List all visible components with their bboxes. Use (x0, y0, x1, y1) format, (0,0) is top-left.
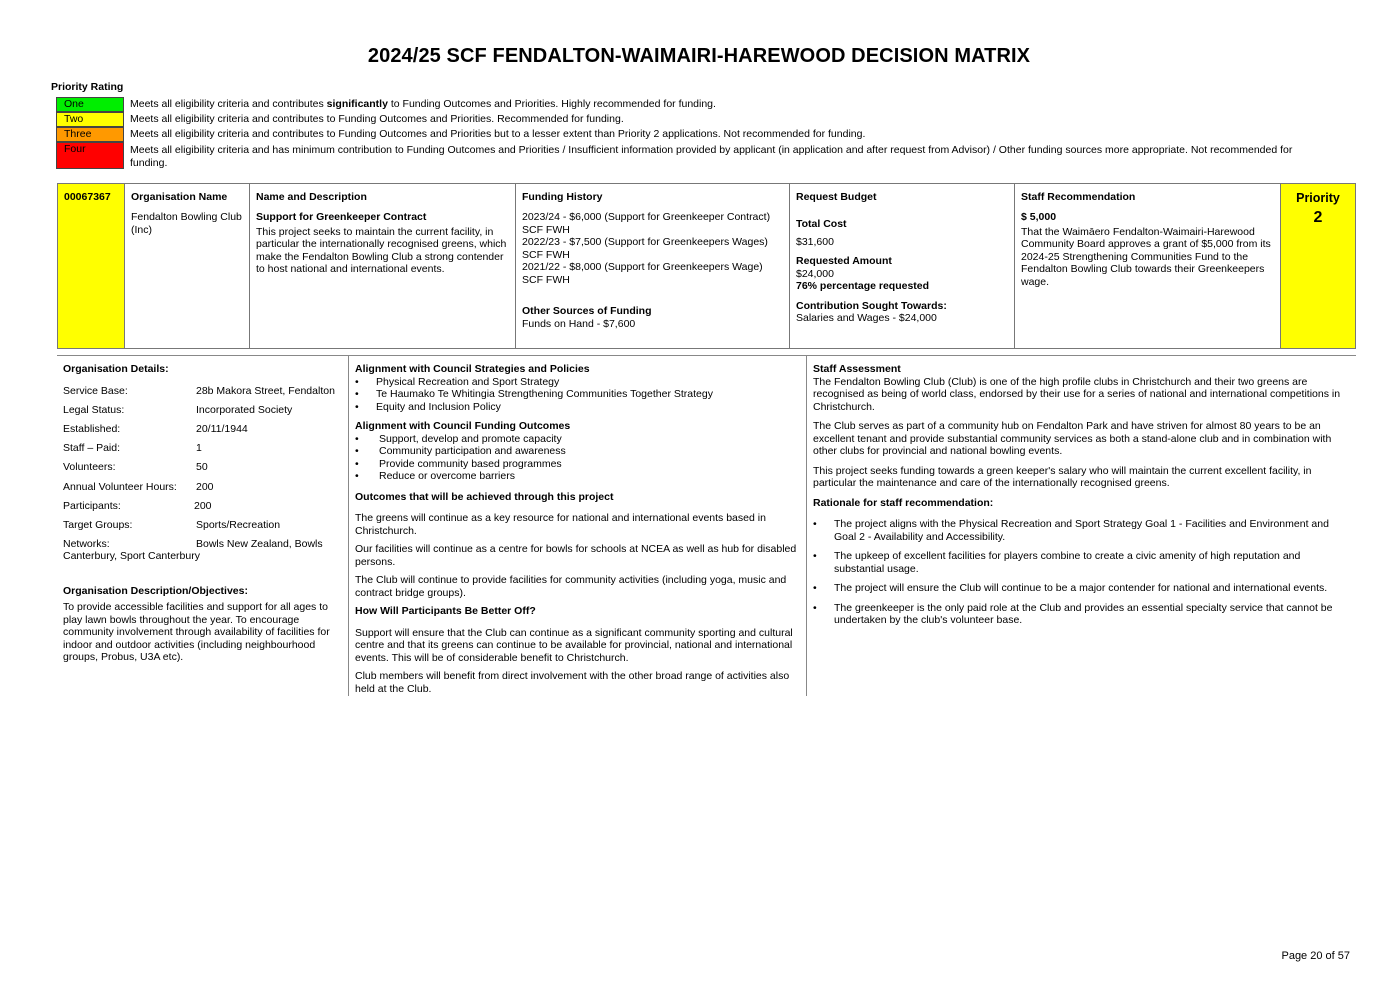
alignment-panel (355, 363, 803, 701)
column-divider (348, 356, 349, 696)
rationale-heading: Rationale for staff recommendation: (813, 496, 994, 509)
total-cost: $31,600 (796, 235, 834, 248)
application-table (57, 183, 1356, 349)
other-sources: Funds on Hand - $7,600 (522, 317, 636, 330)
page-number: Page 20 of 57 (1281, 950, 1350, 962)
organisation-name: Fendalton Bowling Club (Inc) (131, 211, 242, 236)
priority-legend-text: Meets all eligibility criteria and contributes to Funding Outcomes and Priorities. Recommended for funding. (130, 113, 624, 125)
priority-cell (1281, 184, 1355, 348)
project-name: Support for Greenkeeper Contract (256, 211, 427, 223)
organisation-name-cell (125, 184, 250, 348)
strategies-list (355, 376, 803, 414)
assessment-paragraph: The Club serves as part of a community hub on Fendalton Park and have striven for almost 80 years to be an excellent tenant and provide substantial community services as both a stand-alone club and in combination with other clubs for provincial and national bowling events. (813, 420, 1332, 457)
funding-history-cell (516, 184, 790, 348)
organisation-details-panel: Organisation Details: Service Base: 28b Makora Street, Fendalton Legal Status: Incorporated Society Established: 20/11/1944 Staff – Paid: 1 Volunteers: 50 Annual Volunteer Hours: 200 Participants: 200 Target Groups: Sports/Recreation Networks: Bowls New Zealand, Bowls Canterbury, Sport Canterbury Organisation Description/Objectives: To provide accessible facilities and support for all ages to play lawn bowls throughout the year. To encourage community involvement through availability of facilities for indoor and outdoor activities (including neighbourhood groups, Probus, U3A etc). (63, 363, 343, 683)
strategies-heading: Alignment with Council Strategies and Policies (355, 363, 590, 375)
assessment-paragraph: The Fendalton Bowling Club (Club) is one of the high profile clubs in Christchurch and their two greens are recognised as being of world class, endorsed by their use for a series of national and international competitions in Christchurch. (813, 375, 1341, 413)
sought-towards: Salaries and Wages - $24,000 (796, 312, 937, 324)
application-id-cell (58, 184, 125, 348)
request-budget-cell (790, 184, 1015, 348)
funding-history-item: 2023/24 - $6,000 (Support for Greenkeeper Contract) SCF FWH (522, 211, 771, 236)
organisation-name-header: Organisation Name (131, 191, 228, 203)
list-item: • The project aligns with the Physical Recreation and Sport Strategy Goal 1 - Facilities and Environment and Goal 2 - Availability and Accessibility. (813, 518, 1349, 543)
list-item: • The project will ensure the Club will continue to be a major contender for national and international events. (813, 582, 1349, 595)
requested-amount-label: Requested Amount (796, 255, 892, 267)
staff-assessment-panel (813, 363, 1349, 634)
priority-rating-heading: Priority Rating (51, 81, 124, 93)
networks-continued: Canterbury, Sport Canterbury (63, 550, 200, 562)
priority-legend-text: Meets all eligibility criteria and contributes to Funding Outcomes and Priorities but to a lesser extent than Priority 2 applications. Not recommended for funding. (130, 128, 866, 140)
list-item: • The greenkeeper is the only paid role at the Club and provides an essential specialty service that cannot be undertaken by the club's volunteer base. (813, 602, 1349, 627)
list-item: • Equity and Inclusion Policy (355, 401, 803, 414)
priority-legend-two (56, 112, 1316, 127)
list-item: • Te Haumako Te Whitingia Strengthening Communities Together Strategy (355, 388, 803, 401)
name-description-header: Name and Description (256, 191, 367, 203)
details-divider (57, 355, 1356, 356)
total-cost-label: Total Cost (796, 218, 847, 230)
funding-history-header: Funding History (522, 191, 603, 203)
priority-legend-text: Meets all eligibility criteria and contributes significantly to Funding Outcomes and Priorities. Highly recommended for funding. (130, 98, 716, 110)
achieved-paragraph: Our facilities will continue as a centre for bowls for schools at NCEA as well as hub for disabled persons. (355, 543, 797, 568)
better-off-heading: How Will Participants Be Better Off? (355, 605, 536, 617)
priority-legend-one (56, 97, 1316, 112)
staff-recommendation-header: Staff Recommendation (1021, 191, 1136, 203)
project-description: This project seeks to maintain the current facility, in particular the internationally recognised greens, which make the Fendalton Bowling Club a strong contender to host national and international events. (256, 225, 507, 275)
requested-amount: $24,000 (796, 267, 834, 280)
priority-legend-text: Meets all eligibility criteria and has minimum contribution to Funding Outcomes and Priorities / Insufficient information provided by applicant (in application and after request from Advisor) / Other funding sources more appropriate. Not recommended for funding. (130, 144, 1293, 169)
column-divider (806, 356, 807, 696)
staff-recommendation-cell (1015, 184, 1281, 348)
priority-value: 2 (1313, 209, 1323, 226)
outcomes-list (355, 433, 803, 483)
outcomes-heading: Alignment with Council Funding Outcomes (355, 420, 571, 432)
priority-legend-three (56, 127, 1316, 142)
name-description-cell (250, 184, 516, 348)
priority-header: Priority (1296, 191, 1340, 205)
achieved-heading: Outcomes that will be achieved through this project (355, 490, 614, 503)
priority-swatch-two: Two (56, 112, 124, 127)
percentage-requested: 76% percentage requested (796, 280, 930, 292)
page-title: 2024/25 SCF FENDALTON-WAIMAIRI-HAREWOOD DECISION MATRIX (367, 45, 1031, 67)
list-item: • Support, develop and promote capacity (355, 433, 803, 446)
priority-swatch-three: Three (56, 127, 124, 142)
priority-swatch-four: Four (56, 142, 124, 169)
achieved-paragraph: The Club will continue to provide facilities for community activities (including yoga, music and contract bridge groups). (355, 574, 787, 599)
request-budget-header: Request Budget (796, 191, 877, 203)
organisation-description-heading: Organisation Description/Objectives: (63, 585, 248, 597)
assessment-paragraph: This project seeks funding towards a green keeper's salary who will maintain the current excellent facility, in particular the maintenance and care of the internationally recognised greens. (813, 464, 1312, 489)
sought-towards-label: Contribution Sought Towards: (796, 299, 947, 312)
priority-swatch-one: One (56, 97, 124, 112)
funding-history-item: 2021/22 - $8,000 (Support for Greenkeepers Wage) SCF FWH (522, 261, 763, 286)
application-id: 00067367 (64, 191, 111, 203)
better-off-paragraph: Club members will benefit from direct involvement with the other broad range of activities also held at the Club. (355, 670, 790, 695)
list-item: • Community participation and awareness (355, 445, 803, 458)
priority-legend-four (56, 142, 1316, 169)
rationale-list (813, 518, 1349, 627)
organisation-description: To provide accessible facilities and support for all ages to play lawn bowls throughout the year. To encourage community involvement through availability of facilities for indoor and outdoor activities (including neighbourhood groups, Probus, U3A etc). (63, 601, 330, 663)
organisation-details-heading: Organisation Details: (63, 363, 169, 375)
achieved-paragraph: The greens will continue as a key resource for national and international events based in Christchurch. (355, 512, 766, 537)
staff-assessment-heading: Staff Assessment (813, 363, 901, 375)
staff-recommendation-amount: $ 5,000 (1021, 211, 1057, 223)
list-item: • Reduce or overcome barriers (355, 470, 803, 483)
list-item: • The upkeep of excellent facilities for players combine to create a civic amenity of high reputation and substantial usage. (813, 550, 1349, 575)
funding-history-item: 2022/23 - $7,500 (Support for Greenkeepers Wages) SCF FWH (522, 236, 768, 261)
list-item: • Provide community based programmes (355, 458, 803, 471)
other-sources-header: Other Sources of Funding (522, 305, 652, 317)
list-item: • Physical Recreation and Sport Strategy (355, 376, 803, 389)
better-off-paragraph: Support will ensure that the Club can continue as a significant community sporting and cultural centre and that its greens can continue to be available for provincial, national and international events. This will be of considerable benefit to Christchurch. (355, 626, 793, 664)
staff-recommendation-text: That the Waimāero Fendalton-Waimairi-Harewood Community Board approves a grant of $5,000 from its 2024-25 Strengthening Communities Fund to the Fendalton Bowling Club towards their Greenkeepers wage. (1021, 225, 1271, 288)
